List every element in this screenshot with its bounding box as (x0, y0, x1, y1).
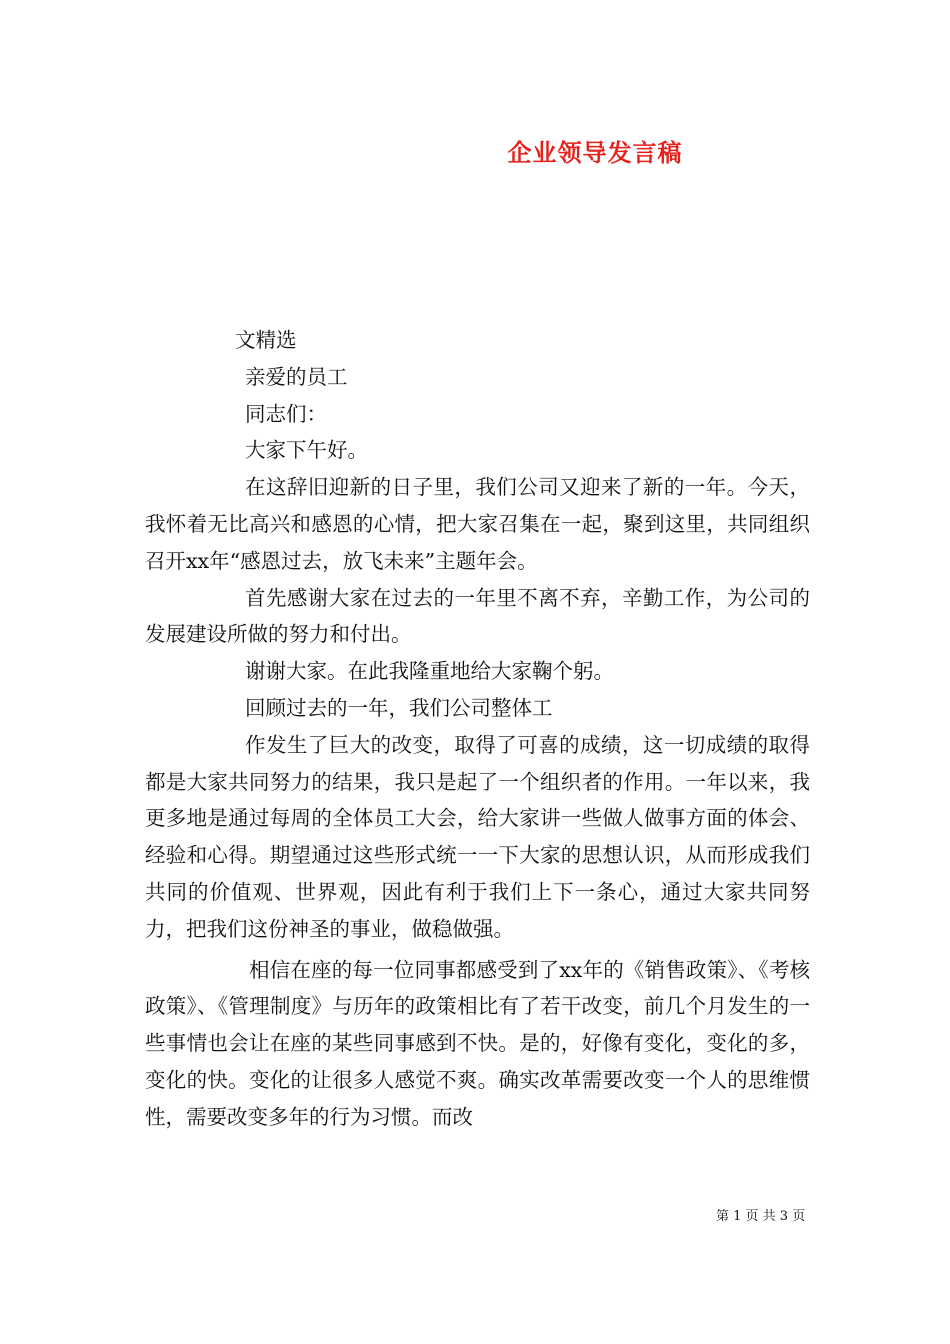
paragraph-review-start: 回顾过去的一年，我们公司整体工 (245, 695, 553, 720)
salutation-employees: 亲爱的员工 (245, 364, 348, 389)
paragraph-review-body: 作发生了巨大的改变，取得了可喜的成绩，这一切成绩的取得都是大家共同努力的结果，我只是起了一个组织者的作用。一年以来，我更多地是通过每周的全体员工大会，给大家讲一些做人做事方面的体会、经验和心得。期望通过这些形式统一一下大家的思想认识，从而形成我们共同的价值观、世界观，因此有利于我们上下一条心，通过大家共同努力，把我们这份神圣的事业，做稳做强。 (145, 732, 810, 941)
document-body (145, 322, 810, 1136)
paragraph-bow: 谢谢大家。在此我隆重地给大家鞠个躬。 (245, 659, 614, 684)
paragraph-policy-change: 相信在座的每一位同事都感受到了xx年的《销售政策》、《考核政策》、《管理制度》与历年的政策相比有了若干改变，前几个月发生的一些事情也会让在座的某些同事感到不快。是的，好像有变化，变化的多，变化的快。变化的让很多人感觉不爽。确实改革需要改变一个人的思维惯性，需要改变多年的行为习惯。而改 (145, 957, 810, 1129)
page-indicator: 第 1 页 共 3 页 (716, 1209, 806, 1224)
paragraph-thanks: 首先感谢大家在过去的一年里不离不弃，辛勤工作，为公司的发展建设所做的努力和付出。 (145, 585, 810, 647)
greeting: 大家下午好。 (245, 438, 368, 463)
document-subtitle: 文精选 (235, 328, 297, 352)
salutation-comrades: 同志们： (245, 401, 327, 426)
paragraph-opening: 在这辞旧迎新的日子里，我们公司又迎来了新的一年。今天，我怀着无比高兴和感恩的心情，把大家召集在一起，聚到这里，共同组织召开xx年“感恩过去，放飞未来”主题年会。 (145, 475, 810, 573)
document-title: 企业领导发言稿 (507, 138, 683, 167)
